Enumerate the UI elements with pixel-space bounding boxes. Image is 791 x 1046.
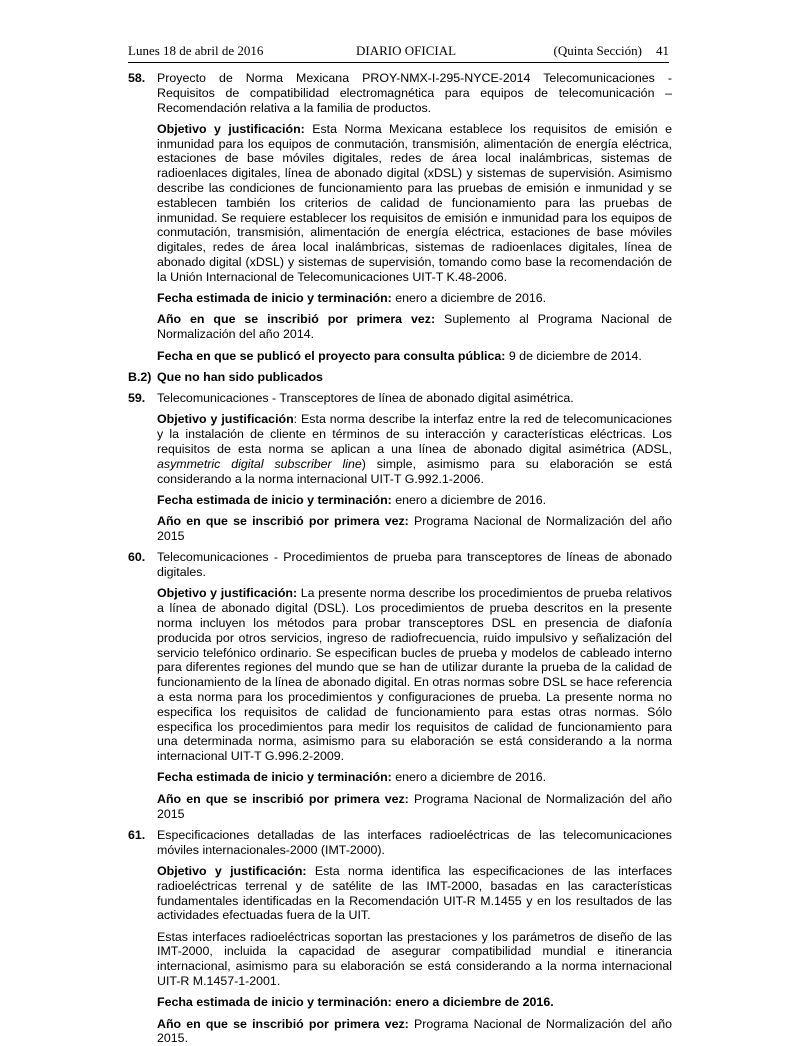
fecha-label: Fecha estimada de inicio y terminación: bbox=[157, 291, 392, 306]
item-number: 58. bbox=[128, 71, 146, 85]
page-header bbox=[128, 42, 669, 63]
objetivo-text: Esta Norma Mexicana establece los requisitos de emisión e inmunidad para los equipos de conmutación, transmisión, alimentación de energía eléctrica, estaciones de base móviles digitales, redes de área local inalámbricas, sistemas de radioenlaces digitales, línea de abonado digital (xDSL) y sistemas de supervisión. Asimismo describe las condiciones de funcionamiento para las pruebas de emisión e inmunidad y se establecen también los criterios de calidad de funcionamiento para las pruebas de inmunidad. Se requiere establecer los requisitos de emisión e inmunidad para los equipos de conmutación, transmisión, alimentación de energía eléctrica, estaciones de base móviles digitales, redes de área local inalámbricas, sistemas de radioenlaces digitales, línea de abonado digital (xDSL) y sistemas de supervisión, tomando como base la recomendación de la Unión Internacional de Telecomunicaciones UIT-T K.48-2006. bbox=[157, 121, 673, 284]
anio-text: Programa Nacional de Normalización del año 2015 bbox=[157, 791, 673, 821]
objetivo-label: Objetivo y justificación: bbox=[157, 586, 298, 601]
anio-paragraph bbox=[157, 1017, 672, 1046]
fecha-paragraph bbox=[157, 291, 672, 306]
extra-paragraph: Estas interfaces radioeléctricas soportan las prestaciones y los parámetros de diseño de las IMT-2000, incluida la capacidad de asegurar compatibilidad mundial e itinerancia internacional, asimismo para su elaboración se está considerando a la norma internacional UIT-R M.1457-1-2001. bbox=[157, 929, 672, 989]
objetivo-paragraph bbox=[157, 122, 672, 285]
section-title: Que no han sido publicados bbox=[157, 369, 323, 384]
objetivo-text: : Esta norma describe la interfaz entre la red de telecomunicaciones y la instalación de cliente en términos de su interacción y características eléctricas. Los requisitos de esta norma se aplican a una línea de abonado digital asimétrica (ADSL, bbox=[157, 412, 673, 457]
header-publication: DIARIO OFICIAL bbox=[356, 43, 457, 58]
fecha-text: enero a diciembre de 2016. bbox=[391, 492, 547, 507]
item-number: 60. bbox=[128, 550, 146, 565]
fecha-label: Fecha estimada de inicio y terminación: bbox=[157, 492, 392, 507]
header-date: Lunes 18 de abril de 2016 bbox=[128, 43, 264, 58]
document-body bbox=[128, 71, 672, 1046]
objetivo-label: Objetivo y justificación: bbox=[157, 121, 305, 136]
item-title: Proyecto de Norma Mexicana PROY-NMX-I-295-NYCE-2014 Telecomunicaciones - Requisitos de compatibilidad electromagnética para equipos de telecomunicación – Recomendación relativa a la familia de productos. bbox=[157, 71, 672, 115]
anio-label: Año en que se inscribió por primera vez: bbox=[157, 1016, 409, 1031]
objetivo-paragraph bbox=[157, 412, 672, 486]
section-heading-b2 bbox=[128, 370, 672, 385]
objetivo-label: Objetivo y justificación bbox=[157, 412, 294, 427]
anio-text: Suplemento al Programa Nacional de Normalización del año 2014. bbox=[157, 312, 672, 342]
fecha-paragraph bbox=[157, 493, 672, 508]
fecha-label: Fecha estimada de inicio y terminación: bbox=[157, 770, 392, 785]
header-section bbox=[554, 43, 669, 59]
objetivo-paragraph bbox=[157, 586, 672, 764]
list-item-60 bbox=[128, 550, 672, 821]
anio-paragraph bbox=[157, 312, 672, 342]
header-page-number: 41 bbox=[656, 43, 669, 58]
objetivo-text: Esta norma identifica las especificaciones de las interfaces radioeléctricas terrenal y de satélite de las IMT-2000, basadas en las características fundamentales identificadas en la Recomendación UIT-R M.1455 y en los resultados de las actividades efectuadas fuera de la UIT. bbox=[157, 863, 673, 923]
objetivo-paragraph bbox=[157, 864, 672, 923]
fecha-label: Fecha estimada de inicio y terminación: enero a diciembre de 2016. bbox=[157, 995, 554, 1010]
objetivo-text: La presente norma describe los procedimientos de prueba relativos a línea de abonado digital (DSL). Los procedimientos de prueba descritos en la presente norma incluyen los métodos para probar transceptores DSL en presencia de diafonía producida por otros servicios, ingreso de radiofrecuencia, ruido impulsivo y señalización del servicio telefónico ordinario. Se especifican bucles de prueba y modelos de cableado interno para diferentes regiones del mundo que se han de utilizar durante la prueba de la calidad de funcionamiento de la línea de abonado digital. En otras normas sobre DSL se hace referencia a esta norma para los procedimientos y configuraciones de prueba. La presente norma no especifica los requisitos de calidad de funcionamiento para estas otras normas. Sólo especifica los procedimientos para medir los requisitos de calidad de funcionamiento para una determinada norma, asimismo para su elaboración se está considerando a la norma internacional UIT-T G.996.2-2009. bbox=[157, 586, 673, 764]
item-number: 59. bbox=[128, 391, 146, 406]
anio-label: Año en que se inscribió por primera vez: bbox=[157, 312, 436, 327]
fecha-text: enero a diciembre de 2016. bbox=[391, 770, 547, 785]
item-title: Telecomunicaciones - Procedimientos de prueba para transceptores de líneas de abonado digitales. bbox=[157, 550, 672, 580]
section-number: B.2) bbox=[128, 369, 152, 384]
anio-text: Programa Nacional de Normalización del año 2015. bbox=[157, 1016, 673, 1046]
anio-label: Año en que se inscribió por primera vez: bbox=[157, 791, 409, 806]
objetivo-emphasis: asymmetric digital subscriber line bbox=[157, 456, 362, 471]
consulta-text: 9 de diciembre de 2014. bbox=[505, 348, 642, 363]
consulta-label: Fecha en que se publicó el proyecto para consulta pública: bbox=[157, 348, 506, 363]
item-title: Especificaciones detalladas de las interfaces radioeléctricas de las telecomunicaciones móviles internacionales-2000 (IMT-2000). bbox=[157, 827, 672, 857]
anio-text: Programa Nacional de Normalización del año 2015 bbox=[157, 514, 673, 544]
list-item-58 bbox=[128, 71, 672, 363]
anio-paragraph bbox=[157, 792, 672, 822]
consulta-paragraph bbox=[157, 349, 672, 364]
header-section-label: (Quinta Sección) bbox=[553, 43, 642, 58]
anio-label: Año en que se inscribió por primera vez: bbox=[157, 514, 409, 529]
anio-paragraph bbox=[157, 514, 672, 544]
item-number: 61. bbox=[128, 827, 146, 842]
list-item-61 bbox=[128, 828, 672, 1046]
item-title: Telecomunicaciones - Transceptores de línea de abonado digital asimétrica. bbox=[157, 391, 574, 406]
list-item-59 bbox=[128, 391, 672, 544]
fecha-paragraph bbox=[157, 770, 672, 785]
fecha-paragraph bbox=[157, 995, 672, 1010]
objetivo-text-end: ) simple, asimismo para su elaboración se está considerando a la norma internacional UIT-T G.992.1-2006. bbox=[157, 456, 673, 486]
fecha-text: enero a diciembre de 2016. bbox=[391, 291, 547, 306]
objetivo-label: Objetivo y justificación: bbox=[157, 863, 307, 878]
